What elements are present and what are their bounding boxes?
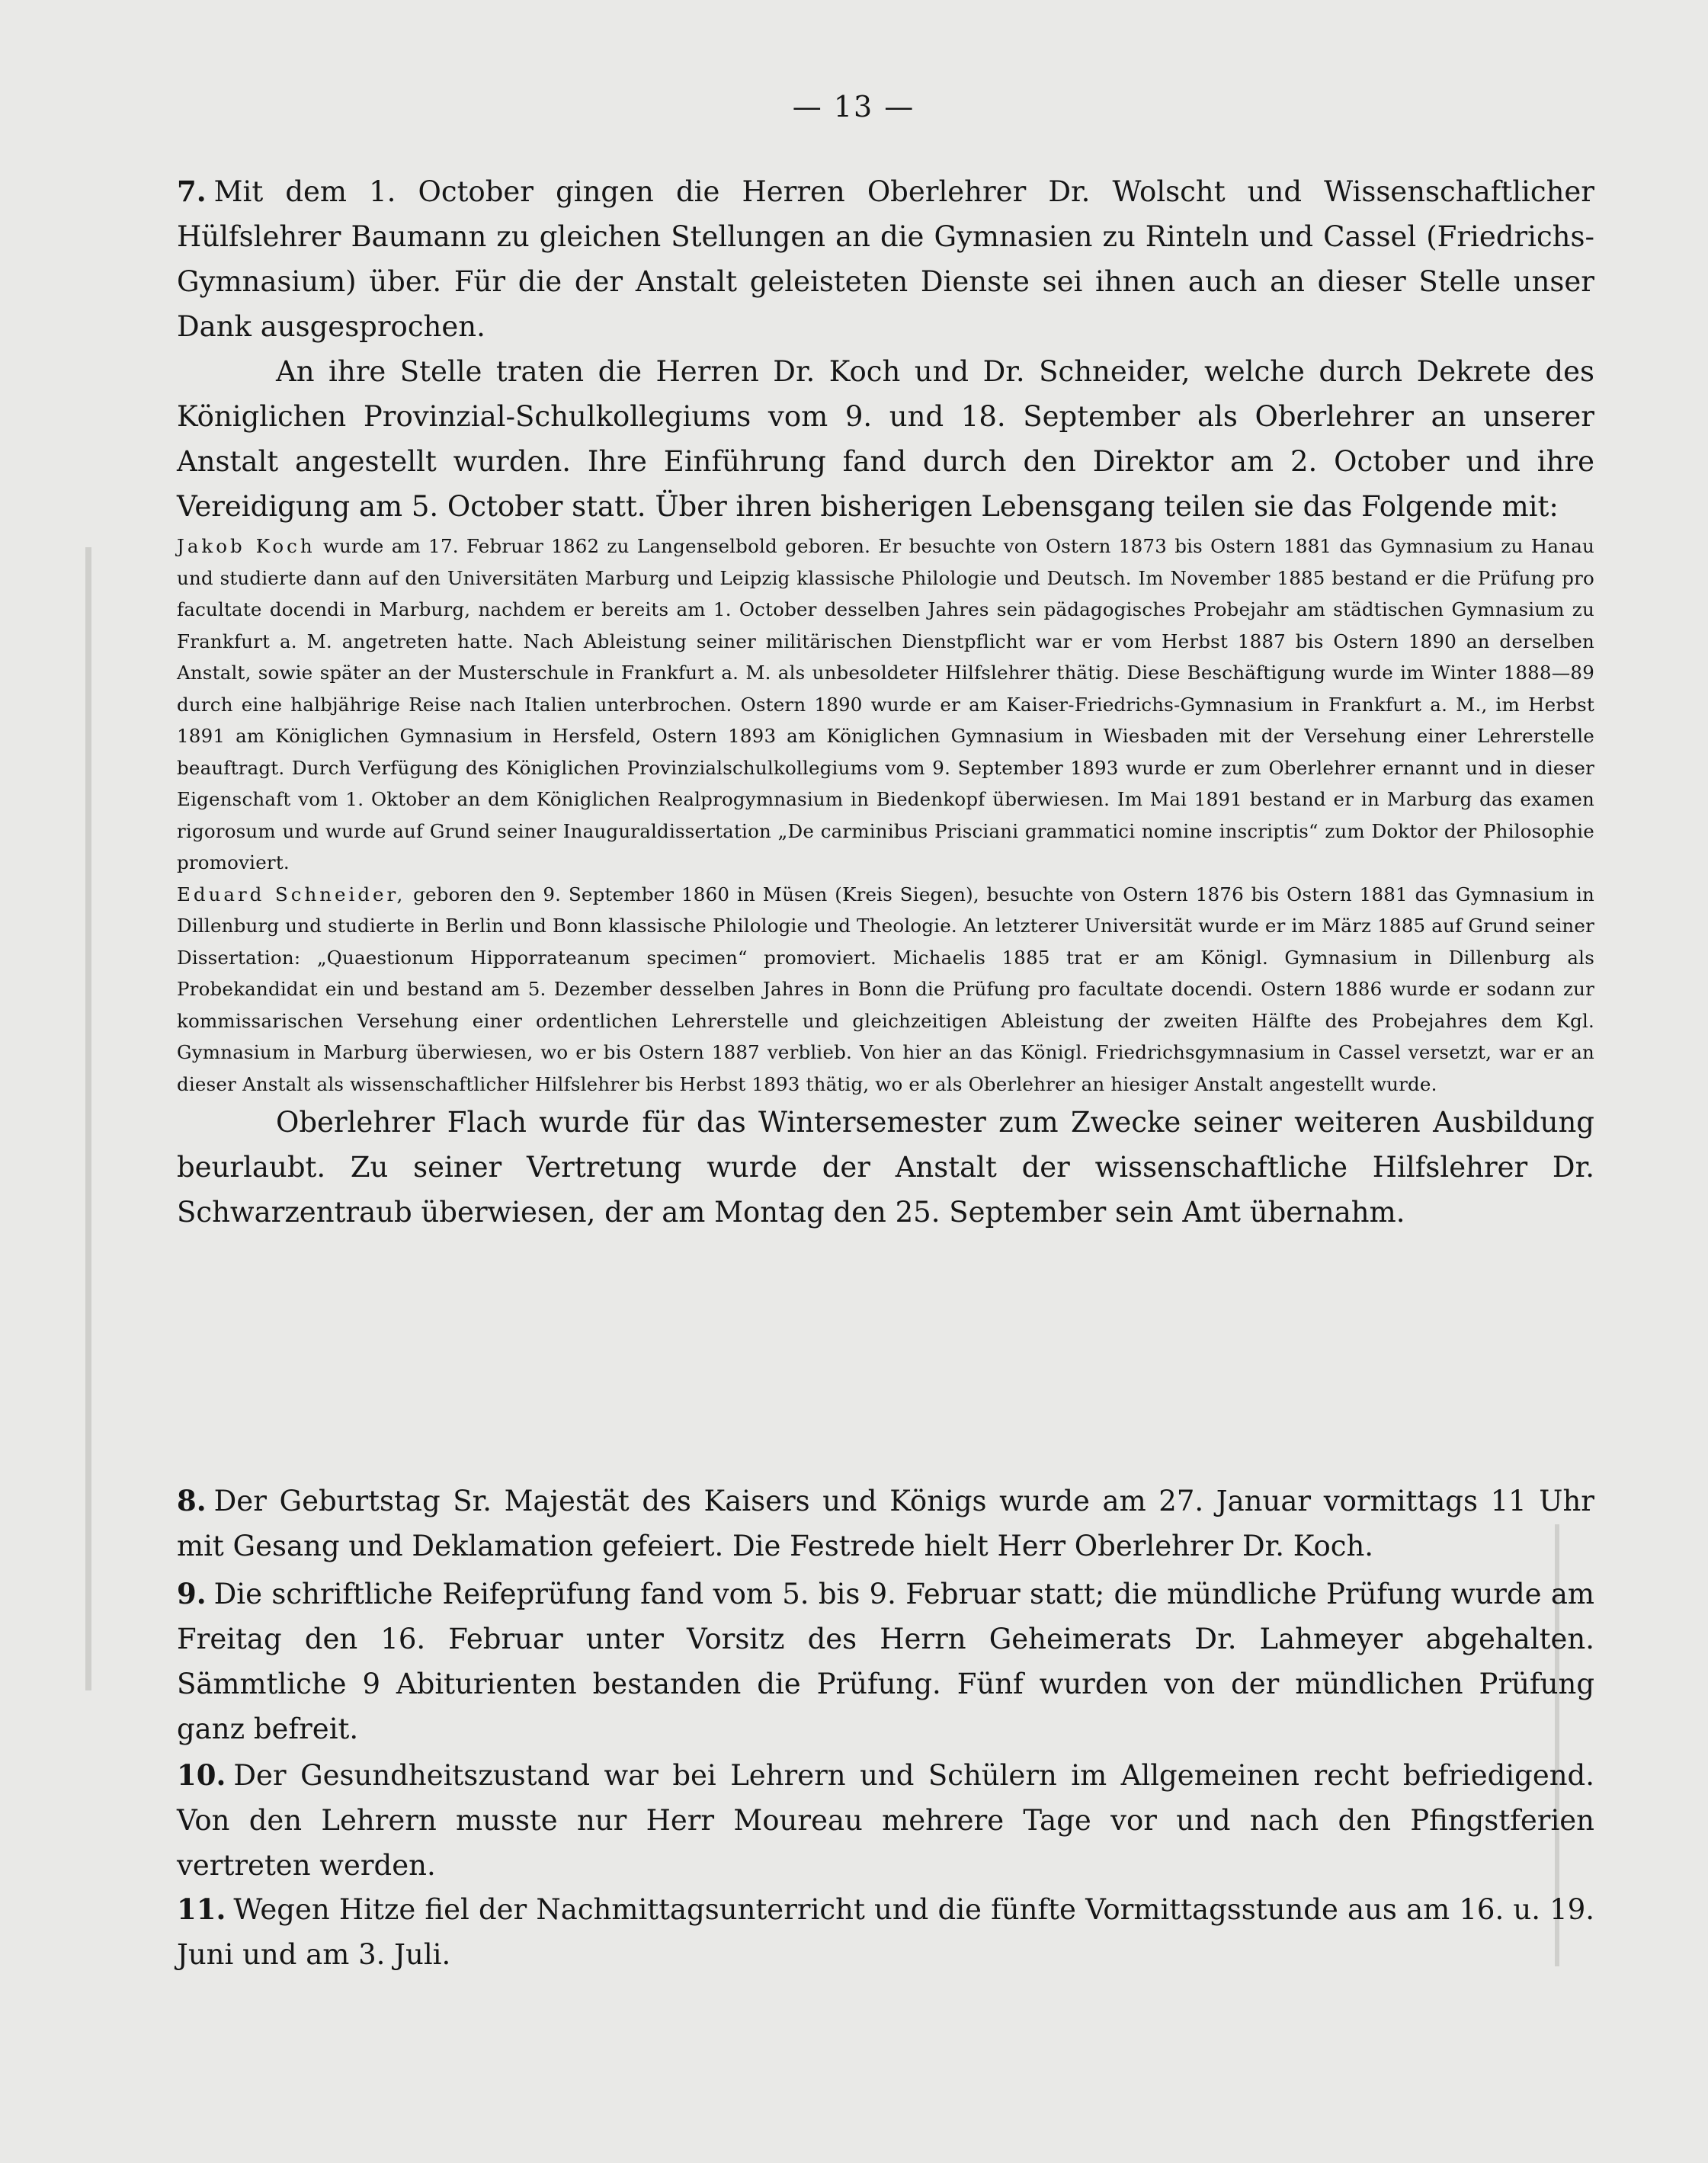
biography-text: geboren den 9. September 1860 in Müsen (Kreis Siegen), besuchte von Ostern 1876 bis Ostern 1881 das Gymnasium in Dillenburg und studierte in Berlin und Bonn klassische Philologie und Theologie. An letzterer Universität wurde er im März 1885 auf Grund seiner Dissertation: „Quaestionum Hipporrateanum specimen“ promoviert. Michaelis 1885 trat er am Königl. Gymnasium in Dillenburg als Probekandidat ein und bestand am 5. Dezember desselben Jahres in Bonn die Prüfung pro facultate docendi. Ostern 1886 wurde er sodann zur kommissarischen Versehung einer ordentlichen Lehrerstelle und gleichzeitigen Ableistung der zweiten Hälfte des Probejahres dem Kgl. Gymnasium in Marburg überwiesen, wo er bis Ostern 1887 verblieb. Von hier an das Königl. Friedrichsgymnasium in Cassel versetzt, war er an dieser Anstalt als wissenschaftlicher Hilfslehrer bis Herbst 1893 thätig, wo er als Oberlehrer an hiesiger Anstalt angestellt wurde. — [177, 883, 1594, 1095]
item-text: Wegen Hitze fiel der Nachmittagsunterricht und die fünfte Vormittagsstunde aus am 16. u. 19. Juni und am 3. Juli. — [177, 1893, 1594, 1971]
item-text: Der Gesundheitszustand war bei Lehrern und Schülern im Allgemeinen recht befriedigend. Von den Lehrern musste nur Herr Moureau mehrere Tage vor und nach den Pfingstferien vertreten werden. — [177, 1759, 1594, 1882]
item-8 — [177, 1479, 1594, 1569]
item-number: 8. — [177, 1484, 207, 1517]
bleed-through-rule — [85, 547, 91, 1690]
item-number: 7. — [177, 175, 207, 208]
biography-koch — [177, 530, 1594, 879]
item-10 — [177, 1753, 1594, 1888]
item-7-paragraph-2: An ihre Stelle traten die Herren Dr. Koch und Dr. Schneider, welche durch Dekrete des Königlichen Provinzial-Schulkollegiums vom 9. und 18. September als Oberlehrer an unserer Anstalt angestellt wurden. Ihre Einführung fand durch den Direktor am 2. October und ihre Vereidigung am 5. October statt. Über ihren bisherigen Lebensgang teilen sie das Folgende mit: — [177, 355, 1594, 523]
item-11-paragraph — [177, 1887, 1594, 1977]
item-9 — [177, 1572, 1594, 1751]
item-9-paragraph — [177, 1572, 1594, 1751]
item-text: Die schriftliche Reifeprüfung fand vom 5. bis 9. Februar statt; die mündliche Prüfung wurde am Freitag den 16. Februar unter Vorsitz des Herrn Geheimerats Dr. Lahmeyer abgehalten. Sämmtliche 9 Abiturienten bestanden die Prüfung. Fünf wurden von der mündlichen Prüfung ganz befreit. — [177, 1578, 1594, 1745]
biography-name: Eduard Schneider, — [177, 883, 406, 905]
item-7-paragraph-1 — [177, 169, 1594, 349]
item-number: 10. — [177, 1758, 226, 1792]
biography-name: Jakob Koch — [177, 535, 316, 557]
item-number: 9. — [177, 1577, 207, 1610]
biography-text: wurde am 17. Februar 1862 zu Langenselbold geboren. Er besuchte von Ostern 1873 bis Ostern 1881 das Gymnasium zu Hanau und studierte dann auf den Universitäten Marburg und Leipzig klassische Philologie und Deutsch. Im November 1885 bestand er die Prüfung pro facultate docendi in Marburg, nachdem er bereits am 1. October desselben Jahres sein pädagogisches Probejahr am städtischen Gymnasium zu Frankfurt a. M. angetreten hatte. Nach Ableistung seiner militärischen Dienstpflicht war er vom Herbst 1887 bis Ostern 1890 an derselben Anstalt, sowie später an der Musterschule in Frankfurt a. M. als unbesoldeter Hilfslehrer thätig. Diese Beschäftigung wurde im Winter 1888—89 durch eine halbjährige Reise nach Italien unterbrochen. Ostern 1890 wurde er am Kaiser-Friedrichs-Gymnasium in Frankfurt a. M., im Herbst 1891 am Königlichen Gymnasium in Hersfeld, Ostern 1893 am Königlichen Gymnasium in Wiesbaden mit der Versehung einer Lehrerstelle beauftragt. Durch Verfügung des Königlichen Provinzialschulkollegiums vom 9. September 1893 wurde er zum Oberlehrer ernannt und in dieser Eigenschaft vom 1. Oktober an dem Königlichen Realprogymnasium in Biedenkopf überwiesen. Im Mai 1891 bestand er in Marburg das examen rigorosum und wurde auf Grund seiner Inauguraldissertation „De carminibus Prisciani grammatici nomine inscriptis“ zum Doktor der Philosophie promoviert. — [177, 535, 1594, 873]
page-number: — 13 — — [792, 90, 915, 123]
item-10-paragraph — [177, 1753, 1594, 1888]
item-7 — [177, 169, 1594, 1235]
item-text: Der Geburtstag Sr. Majestät des Kaisers und Königs wurde am 27. Januar vormittags 11 Uhr mit Gesang und Deklamation gefeiert. Die Festrede hielt Herr Oberlehrer Dr. Koch. — [177, 1485, 1594, 1562]
item-8-paragraph — [177, 1479, 1594, 1569]
item-number: 11. — [177, 1892, 226, 1926]
biography-schneider — [177, 879, 1594, 1101]
item-7-paragraph-3: Oberlehrer Flach wurde für das Wintersemester zum Zwecke seiner weiteren Ausbildung beurlaubt. Zu seiner Vertretung wurde der Anstalt der wissenschaftliche Hilfslehrer Dr. Schwarzentraub überwiesen, der am Montag den 25. September sein Amt übernahm. — [177, 1106, 1594, 1229]
item-11 — [177, 1887, 1594, 1977]
item-text: Mit dem 1. October gingen die Herren Oberlehrer Dr. Wolscht und Wissenschaftlicher Hülfslehrer Baumann zu gleichen Stellungen an die Gymnasien zu Rinteln und Cassel (Friedrichs-Gymnasium) über. Für die der Anstalt geleisteten Dienste sei ihnen auch an dieser Stelle unser Dank ausgesprochen. — [177, 175, 1594, 343]
